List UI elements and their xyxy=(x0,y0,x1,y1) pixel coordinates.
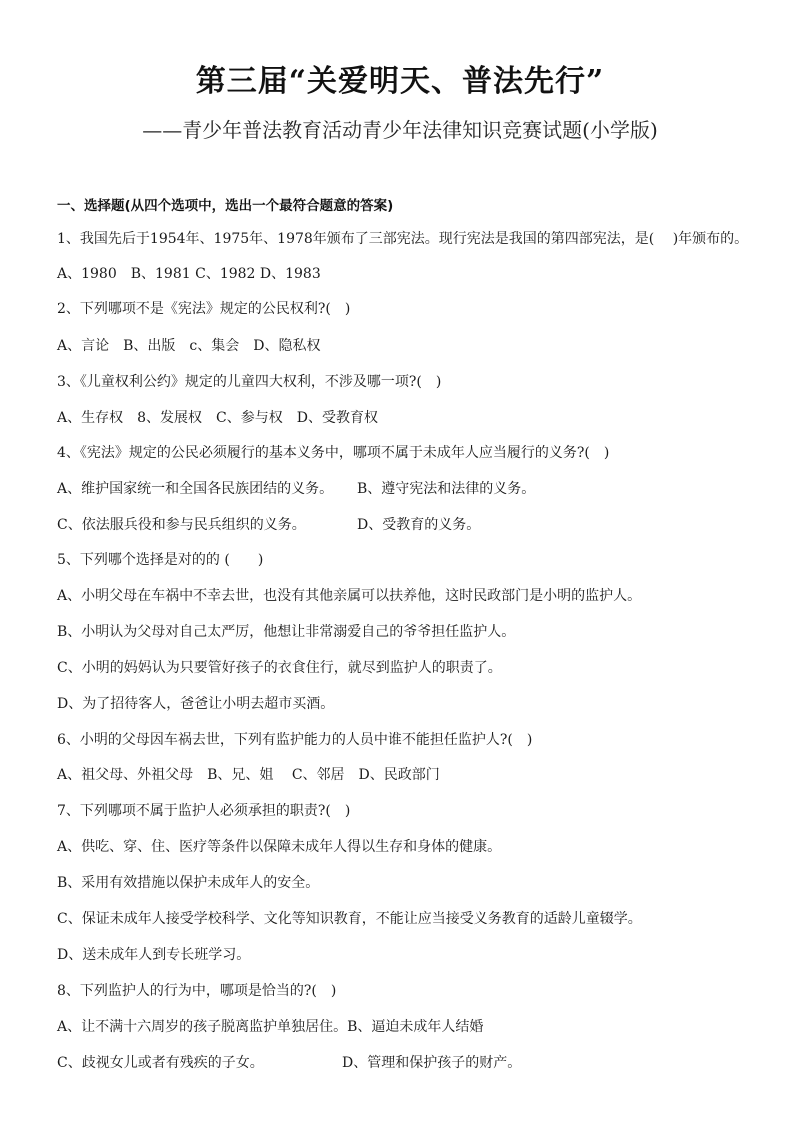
question-7-option-a: A、供吃、穿、住、医疗等条件以保障未成年人得以生存和身体的健康。 xyxy=(57,839,502,855)
question-7-option-b: B、采用有效措施以保护未成年人的安全。 xyxy=(57,875,320,891)
question-5-stem: 5、下列哪个选择是对的的 ( ) xyxy=(57,552,264,568)
question-1-stem: 1、我国先后于1954年、1975年、1978年颁布了三部宪法。现行宪法是我国的第四部宪法，是( )年颁布的。 xyxy=(57,231,749,247)
question-6-options: A、祖父母、外祖父母 B、兄、姐 C、邻居 D、民政部门 xyxy=(57,767,440,783)
question-8-stem: 8、下列监护人的行为中，哪项是恰当的?( ) xyxy=(57,983,337,999)
question-7-option-c: C、保证未成年人接受学校科学、文化等知识教育，不能让应当接受义务教育的适龄儿童辍学。 xyxy=(57,911,642,927)
question-7-stem: 7、下列哪项不属于监护人必须承担的职责?( ) xyxy=(57,803,351,819)
question-8-options-ab: A、让不满十六周岁的孩子脱离监护单独居住。B、逼迫未成年人结婚 xyxy=(57,1019,484,1035)
question-3-stem: 3、《儿童权利公约》规定的儿童四大权利，不涉及哪一项?( ) xyxy=(57,374,442,390)
document-title: 第三届“关爱明天、普法先行” xyxy=(195,64,605,99)
question-8-option-d: D、管理和保护孩子的财产。 xyxy=(342,1055,522,1071)
question-5-option-a: A、小明父母在车祸中不幸去世，也没有其他亲属可以扶养他，这时民政部门是小明的监护人。 xyxy=(57,588,642,604)
question-5-option-c: C、小明的妈妈认为只要管好孩子的衣食住行，就尽到监护人的职责了。 xyxy=(57,660,502,676)
question-3-options: A、生存权 8、发展权 C、参与权 D、受教育权 xyxy=(57,410,378,426)
question-2-options: A、言论 B、出版 c、集会 D、隐私权 xyxy=(57,338,321,354)
question-4-option-b: B、遵守宪法和法律的义务。 xyxy=(357,481,536,497)
question-4-stem: 4、《宪法》规定的公民必须履行的基本义务中，哪项不属于未成年人应当履行的义务?( ) xyxy=(57,445,610,461)
question-5-option-d: D、为了招待客人，爸爸让小明去超市买酒。 xyxy=(57,696,335,712)
question-4-option-c: C、依法服兵役和参与民兵组织的义务。 xyxy=(57,517,306,533)
question-6-stem: 6、小明的父母因车祸去世，下列有监护能力的人员中谁不能担任监护人?( ) xyxy=(57,732,533,748)
question-5-option-b: B、小明认为父母对自己太严厉，他想让非常溺爱自己的爷爷担任监护人。 xyxy=(57,624,516,640)
document-subtitle: ——青少年普法教育活动青少年法律知识竞赛试题(小学版) xyxy=(142,118,658,142)
section-heading: 一、选择题(从四个选项中，选出一个最符合题意的答案) xyxy=(57,198,394,214)
question-7-option-d: D、送未成年人到专长班学习。 xyxy=(57,947,251,963)
question-2-stem: 2、下列哪项不是《宪法》规定的公民权利?( ) xyxy=(57,301,351,317)
question-4-option-a: A、维护国家统一和全国各民族团结的义务。 xyxy=(57,481,334,497)
question-4-option-d: D、受教育的义务。 xyxy=(357,517,481,533)
question-1-options: A、1980 B、1981 C、1982 D、1983 xyxy=(57,266,321,282)
question-8-option-c: C、歧视女儿或者有残疾的子女。 xyxy=(57,1055,264,1071)
